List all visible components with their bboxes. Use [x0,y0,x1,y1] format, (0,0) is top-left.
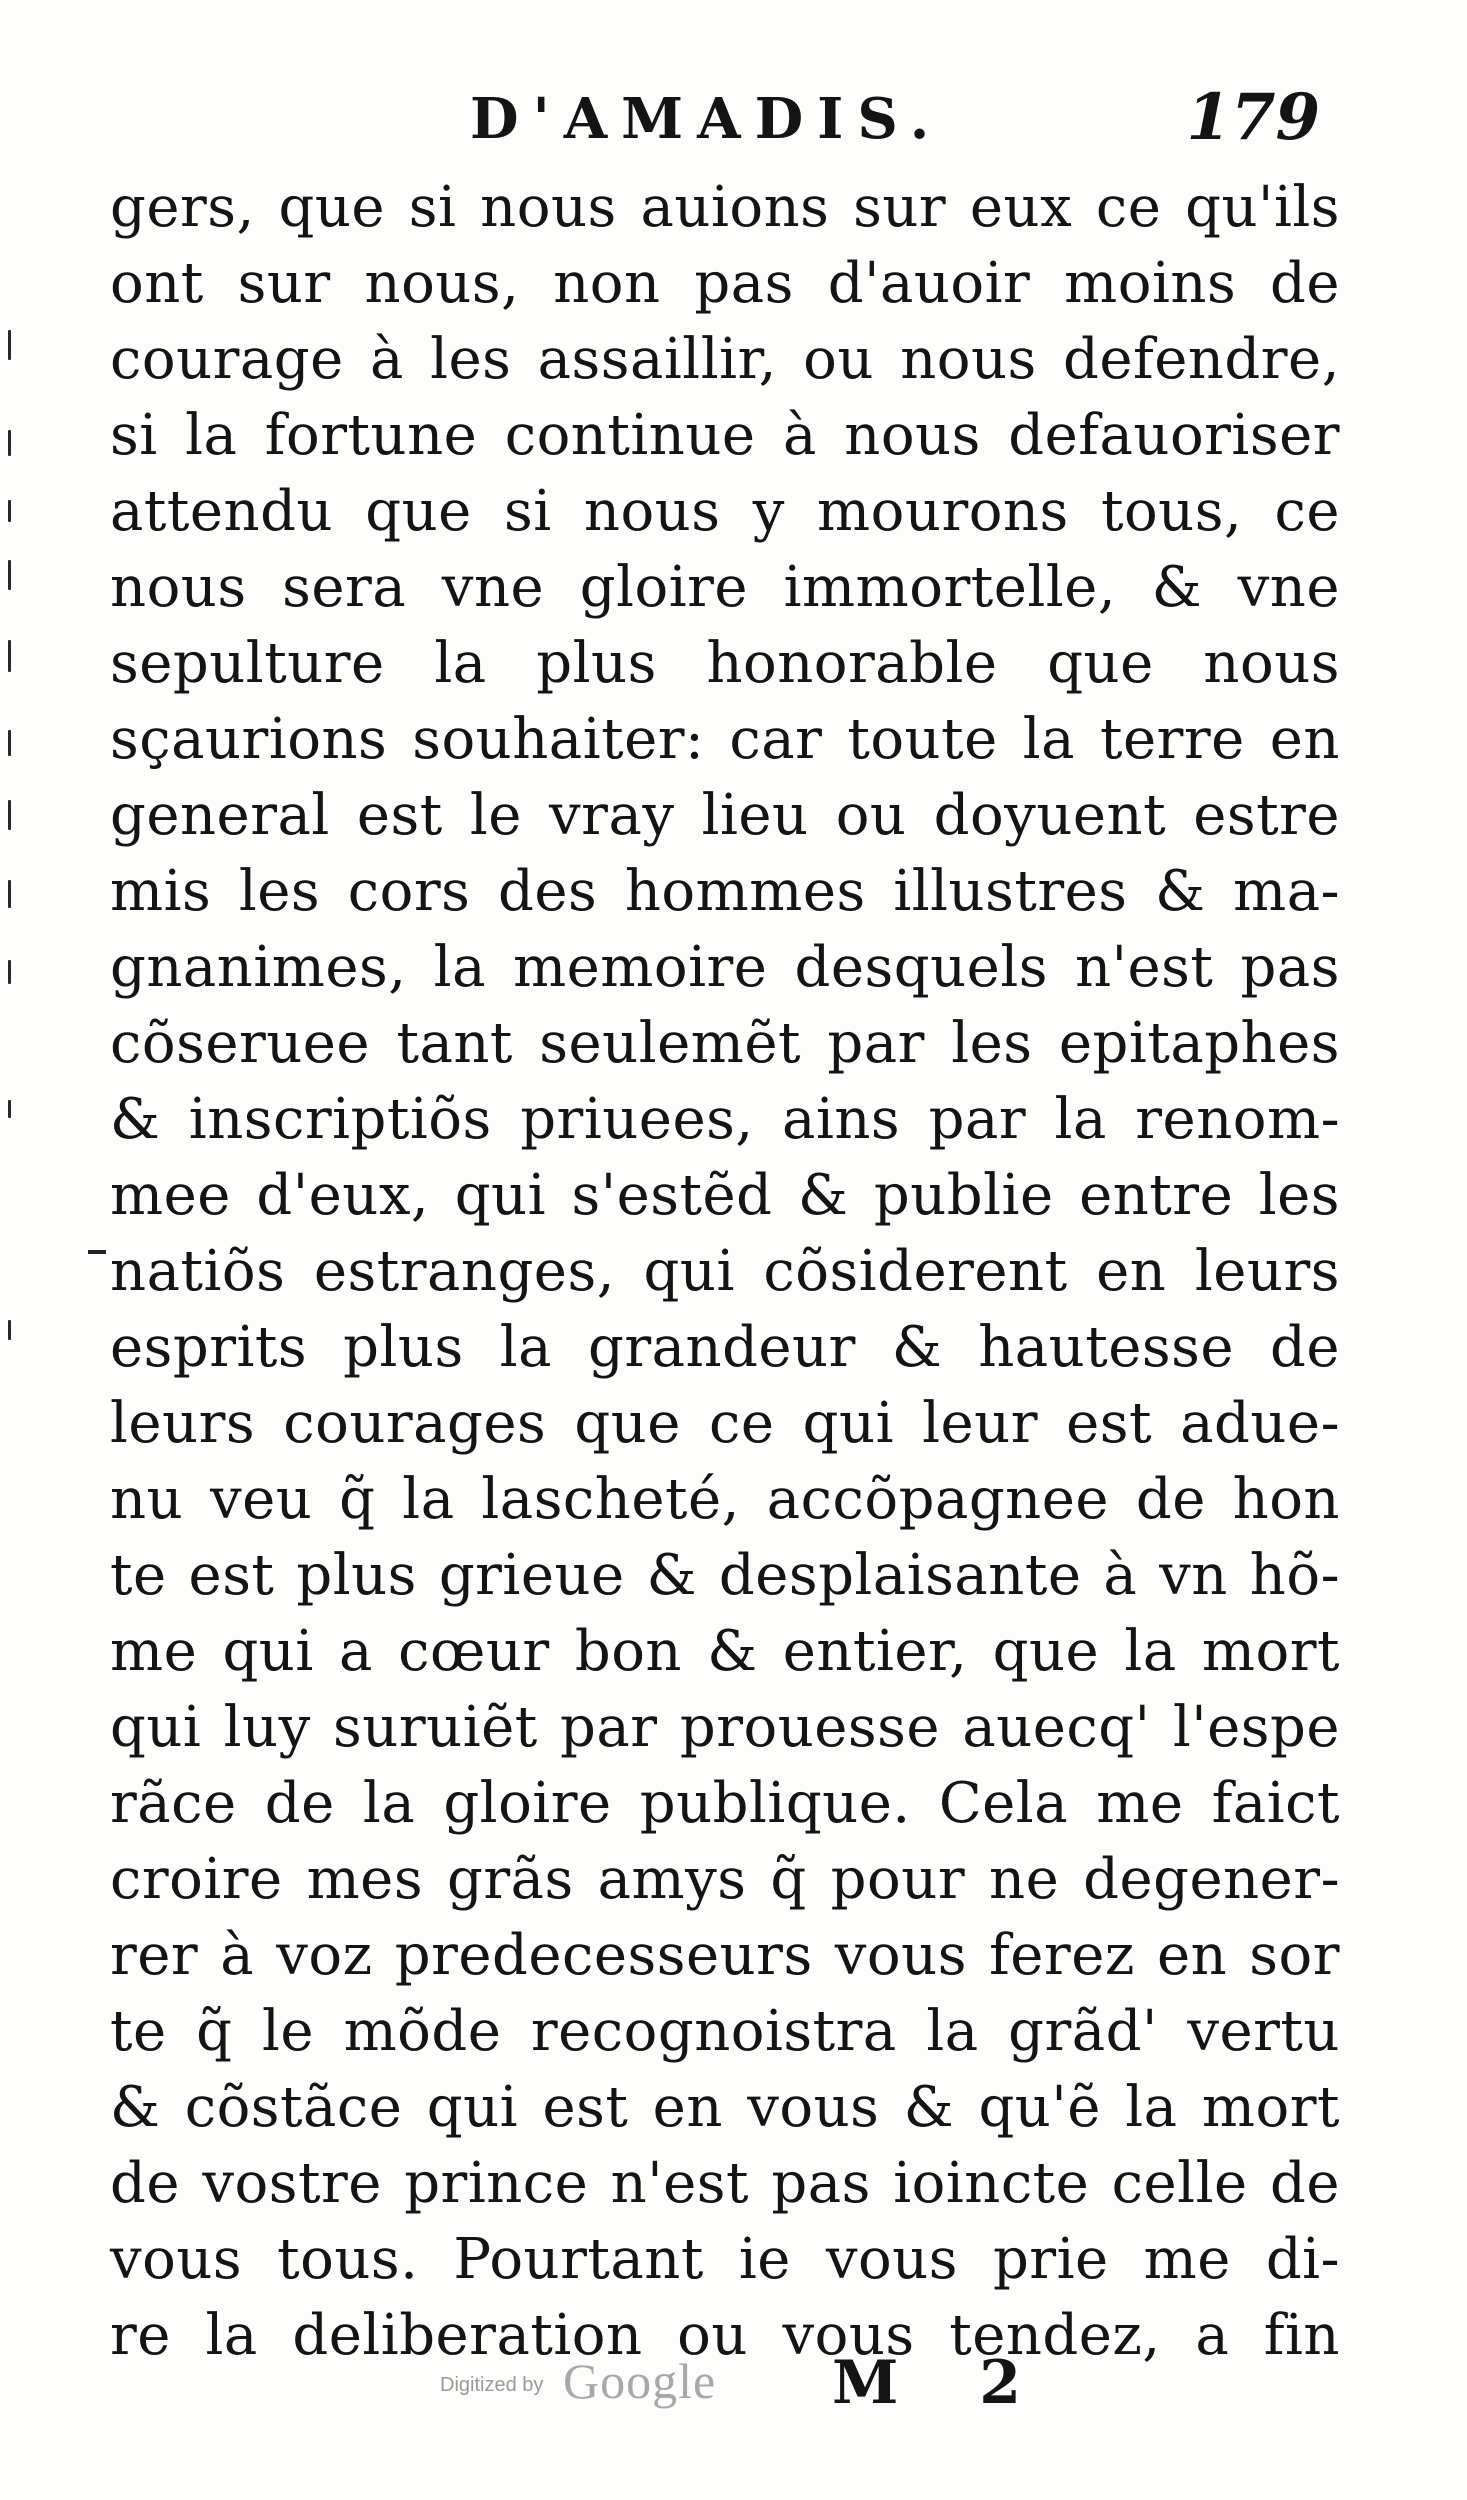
text-line: vous tous. Pourtant ie vous prie me di- [110,2227,1340,2292]
text-line: nous sera vne gloire immortelle, & vne [110,555,1340,620]
text-line: esprits plus la grandeur & hautesse de [110,1315,1340,1380]
gutter-mark [8,960,11,984]
page-header [120,80,1350,166]
text-line: general est le vray lieu ou doyuent estre [110,783,1340,848]
gutter-mark [8,800,11,830]
text-line: te q̃ le mõde recognoistra la grãd' vertu [110,1999,1340,2064]
text-line: cõseruee tant seulemẽt par les epitaphes [110,1011,1340,1076]
text-line: attendu que si nous y mourons tous, ce [110,479,1340,544]
digitized-by-label: Digitized by [440,2374,544,2396]
text-line: natiõs estranges, qui cõsiderent en leurs [110,1239,1340,1304]
text-line: mee d'eux, qui s'estẽd & publie entre les [110,1163,1340,1228]
signature-mark: M 2 [832,2348,1052,2418]
text-block [110,170,1340,2374]
page-footer [0,2348,1467,2432]
text-line: rãce de la gloire publique. Cela me faict [110,1771,1340,1836]
text-line: de vostre prince n'est pas ioincte celle de [110,2151,1340,2216]
text-line: me qui a cœur bon & entier, que la mort [110,1619,1340,1684]
google-watermark: Google [563,2353,717,2409]
text-line: leurs courages que ce qui leur est adue- [110,1391,1340,1456]
text-line: courage à les assaillir, ou nous defendre, [110,327,1340,392]
gutter-mark [8,730,11,756]
text-line: si la fortune continue à nous defauoriser [110,403,1340,468]
gutter-mark [8,1100,11,1118]
gutter-mark [8,1320,11,1340]
gutter-mark [8,500,11,522]
text-line: sçaurions souhaiter: car toute la terre en [110,707,1340,772]
page-number: 179 [1186,80,1320,155]
text-line: & cõstãce qui est en vous & qu'ẽ la mort [110,2075,1340,2140]
text-line: & inscriptiõs priuees, ains par la renom- [110,1087,1340,1152]
text-line: re la deliberation ou vous tendez, a fin [110,2303,1340,2368]
text-line: croire mes grãs amys q̃ pour ne degener- [110,1847,1340,1912]
text-line: nu veu q̃ la lascheté, accõpagnee de hon [110,1467,1340,1532]
text-line: gers, que si nous auions sur eux ce qu'ils [110,175,1340,240]
gutter-mark [8,430,11,456]
text-line: qui luy suruiẽt par prouesse auecq' l'espe [110,1695,1340,1760]
text-line: mis les cors des hommes illustres & ma- [110,859,1340,924]
text-line: gnanimes, la memoire desquels n'est pas [110,935,1340,1000]
text-line: te est plus grieue & desplaisante à vn hõ- [110,1543,1340,1608]
gutter-mark [8,560,11,590]
running-head: D'AMADIS. [470,86,944,152]
gutter-mark [8,880,11,908]
gutter-mark [8,640,11,672]
text-line: rer à voz predecesseurs vous ferez en sor [110,1923,1340,1988]
text-line: ont sur nous, non pas d'auoir moins de [110,251,1340,316]
text-line: sepulture la plus honorable que nous [110,631,1340,696]
margin-dash [88,1250,106,1254]
gutter-mark [8,330,11,360]
